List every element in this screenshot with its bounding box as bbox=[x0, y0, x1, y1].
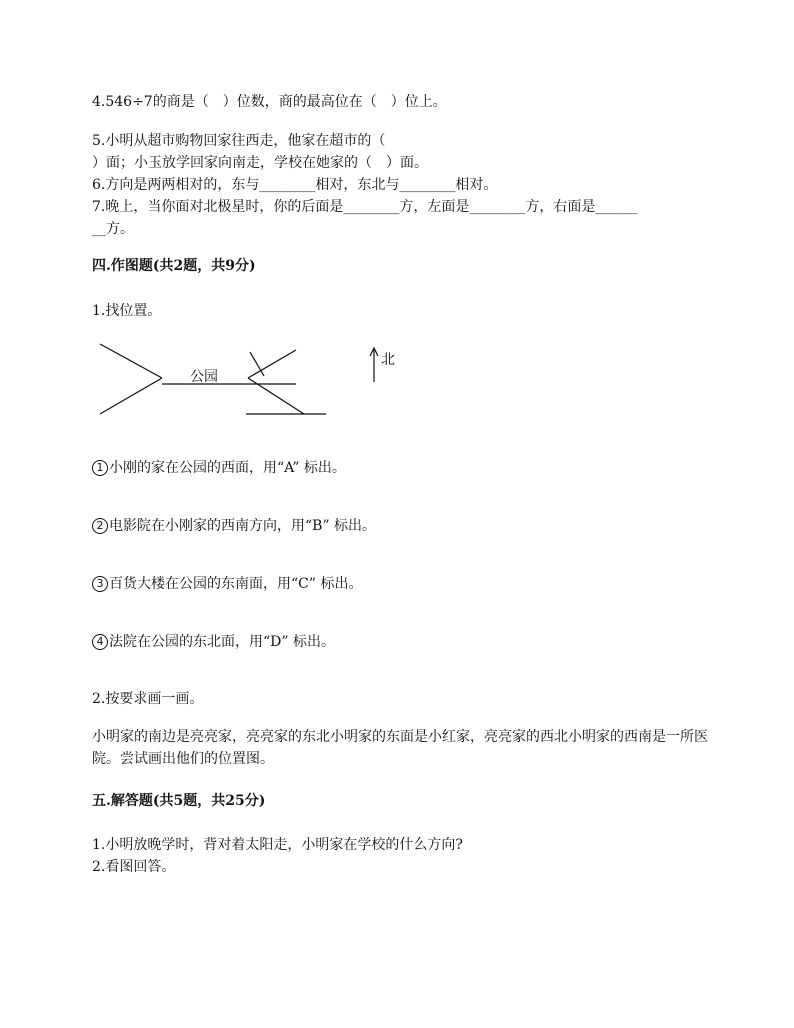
task-item-1-text: 小刚的家在公园的西面，用“A” 标出。 bbox=[109, 460, 346, 476]
north-arrow-icon bbox=[370, 348, 378, 382]
section-4-question-1-title: 1.找位置。 bbox=[92, 303, 162, 319]
question-5-line-2: ）面；小玉放学回家向南走，学校在她家的（ ）面。 bbox=[92, 155, 428, 171]
task-item-2-text: 电影院在小刚家的西南方向，用“B” 标出。 bbox=[109, 518, 377, 534]
west-road-lower bbox=[100, 378, 162, 414]
task-item-3-text: 百货大楼在公园的东南面，用“C” 标出。 bbox=[109, 576, 363, 592]
section-4-question-2-body: 小明家的南边是亮亮家，亮亮家的东北小明家的东面是小红家，亮亮家的西北小明家的西南是一所医院。尝试画出他们的位置图。 bbox=[92, 729, 708, 767]
north-label: 北 bbox=[381, 352, 395, 368]
question-4: 4.546÷7的商是（ ）位数，商的最高位在（ ）位上。 bbox=[92, 94, 447, 110]
task-item-4 bbox=[92, 633, 335, 651]
section-5-heading: 五.解答题(共5题，共25分) bbox=[92, 793, 266, 809]
section-5-question-1: 1.小明放晚学时，背对着太阳走，小明家在学校的什么方向? bbox=[92, 837, 463, 853]
circled-number-1: 1 bbox=[92, 460, 108, 476]
question-7-line-1: 7.晚上，当你面对北极星时，你的后面是________方，左面是________方，右面是______ bbox=[92, 199, 638, 215]
circled-number-2: 2 bbox=[92, 518, 108, 534]
location-map-figure bbox=[98, 340, 408, 425]
section-4-heading: 四.作图题(共2题，共9分) bbox=[92, 258, 256, 274]
task-item-1 bbox=[92, 459, 346, 477]
east-road-ne bbox=[248, 350, 296, 378]
section-5-question-2: 2.看图回答。 bbox=[92, 859, 176, 875]
circled-number-4: 4 bbox=[92, 634, 108, 650]
task-item-4-text: 法院在公园的东北面，用“D” 标出。 bbox=[109, 634, 335, 650]
task-item-2 bbox=[92, 517, 376, 535]
question-7-line-2: __方。 bbox=[92, 221, 134, 237]
question-5-line-1: 5.小明从超市购物回家往西走，他家在超市的（ bbox=[92, 133, 386, 149]
task-item-3 bbox=[92, 575, 362, 593]
west-road-upper bbox=[100, 344, 162, 378]
section-4-question-2-title: 2.按要求画一画。 bbox=[92, 691, 204, 707]
east-road-se bbox=[248, 378, 304, 414]
question-6: 6.方向是两两相对的，东与________相对，东北与________相对。 bbox=[92, 177, 498, 193]
circled-number-3: 3 bbox=[92, 576, 108, 592]
park-label: 公园 bbox=[190, 369, 218, 385]
